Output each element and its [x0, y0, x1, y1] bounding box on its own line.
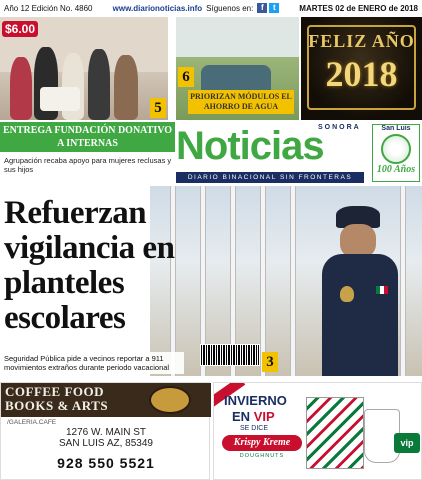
seal-years: 100 Años	[376, 164, 416, 175]
ad-address	[1, 427, 211, 449]
page-number-badge: 6	[178, 67, 194, 87]
main-headline[interactable]: Refuerzan vigilancia en planteles escolares	[4, 195, 175, 336]
ad-phone: 928 550 5521	[57, 455, 155, 471]
new-year-greeting: FELIZ AÑO	[308, 31, 415, 51]
photo-person	[88, 49, 110, 120]
masthead	[176, 122, 422, 184]
story-subtitle: Agrupación recaba apoyo para mujeres reclusas y sus hijos	[4, 156, 172, 174]
ad-line2	[232, 409, 275, 424]
page-number-badge: 5	[150, 98, 166, 118]
doughnut-box-image	[306, 397, 364, 469]
barcode	[200, 344, 260, 366]
mexico-flag-icon	[376, 286, 388, 294]
photo-person	[114, 55, 138, 120]
fence-bar	[290, 186, 296, 376]
coffee-cup-logo-icon	[149, 386, 191, 414]
main-story[interactable]	[0, 186, 422, 376]
ad-line2-a: EN	[232, 409, 251, 424]
ad-brand-line2: BOOKS & ARTS	[5, 398, 109, 413]
ad-social-handle: /GALERIA.CAFE	[7, 419, 57, 426]
ad-brand	[5, 385, 108, 413]
ad-brand-line1: COFFEE FOOD	[5, 384, 105, 399]
ad-vip-krispy-kreme[interactable]	[213, 382, 422, 480]
facebook-icon[interactable]: f	[257, 3, 267, 13]
ad-line3: SE DICE	[240, 425, 269, 432]
social-links	[257, 3, 279, 13]
police-officer-figure	[318, 206, 398, 376]
ad-line2-b: VIP	[253, 409, 275, 424]
photo-sky	[176, 17, 299, 57]
officer-face	[340, 224, 376, 258]
fence-bar	[400, 186, 406, 376]
ad-address-line2: SAN LUIS AZ, 85349	[59, 438, 153, 449]
photo-boxes	[40, 87, 80, 111]
top-bar	[0, 0, 422, 16]
price-badge: $6.00	[2, 21, 38, 37]
city-seal	[372, 124, 420, 182]
officer-uniform	[322, 254, 398, 376]
twitter-icon[interactable]: t	[269, 3, 279, 13]
badge-patch-icon	[340, 286, 354, 302]
story-headline-banner[interactable]: ENTREGA FUNDACIÓN DONATIVO A INTERNAS	[0, 122, 175, 152]
issue-info: Año 12 Edición No. 4860	[4, 3, 93, 13]
follow-label: Síguenos en:	[206, 3, 254, 13]
masthead-region: SONORA	[318, 124, 361, 131]
krispy-kreme-logo: Krispy Kreme	[222, 435, 302, 451]
vip-logo: vip	[394, 433, 420, 453]
story-caption: PRIORIZAN MÓDULOS EL AHORRO DE AGUA	[188, 90, 294, 114]
main-story-subtitle: Seguridad Pública pide a vecinos reportar a 911 movimientos extraños durante periodo vacacional	[0, 352, 184, 374]
krispy-kreme-sub: DOUGHNUTS	[239, 453, 285, 459]
issue-date: MARTES 02 de ENERO de 2018	[299, 3, 418, 13]
ad-header	[1, 383, 211, 417]
site-url[interactable]: www.diarionoticias.info	[112, 3, 203, 13]
ad-coffee-shop[interactable]	[0, 382, 210, 480]
new-year-banner	[301, 17, 422, 120]
fence-bar	[260, 186, 266, 376]
seal-city: San Luis	[381, 125, 411, 132]
story-photo-water[interactable]	[176, 17, 299, 120]
ad-line1: INVIERNO	[224, 393, 287, 408]
page-number-badge: 3	[262, 352, 278, 372]
seal-emblem-icon	[381, 134, 411, 164]
site-info	[94, 3, 298, 13]
story-photo-donation[interactable]	[0, 17, 168, 120]
masthead-tagline: DIARIO BINACIONAL SIN FRONTERAS	[176, 172, 364, 183]
masthead-logo: Noticias	[176, 124, 324, 168]
new-year-number: 2018	[325, 54, 398, 94]
ad-address-line1: 1276 W. MAIN ST	[65, 427, 147, 438]
photo-person	[10, 57, 32, 120]
